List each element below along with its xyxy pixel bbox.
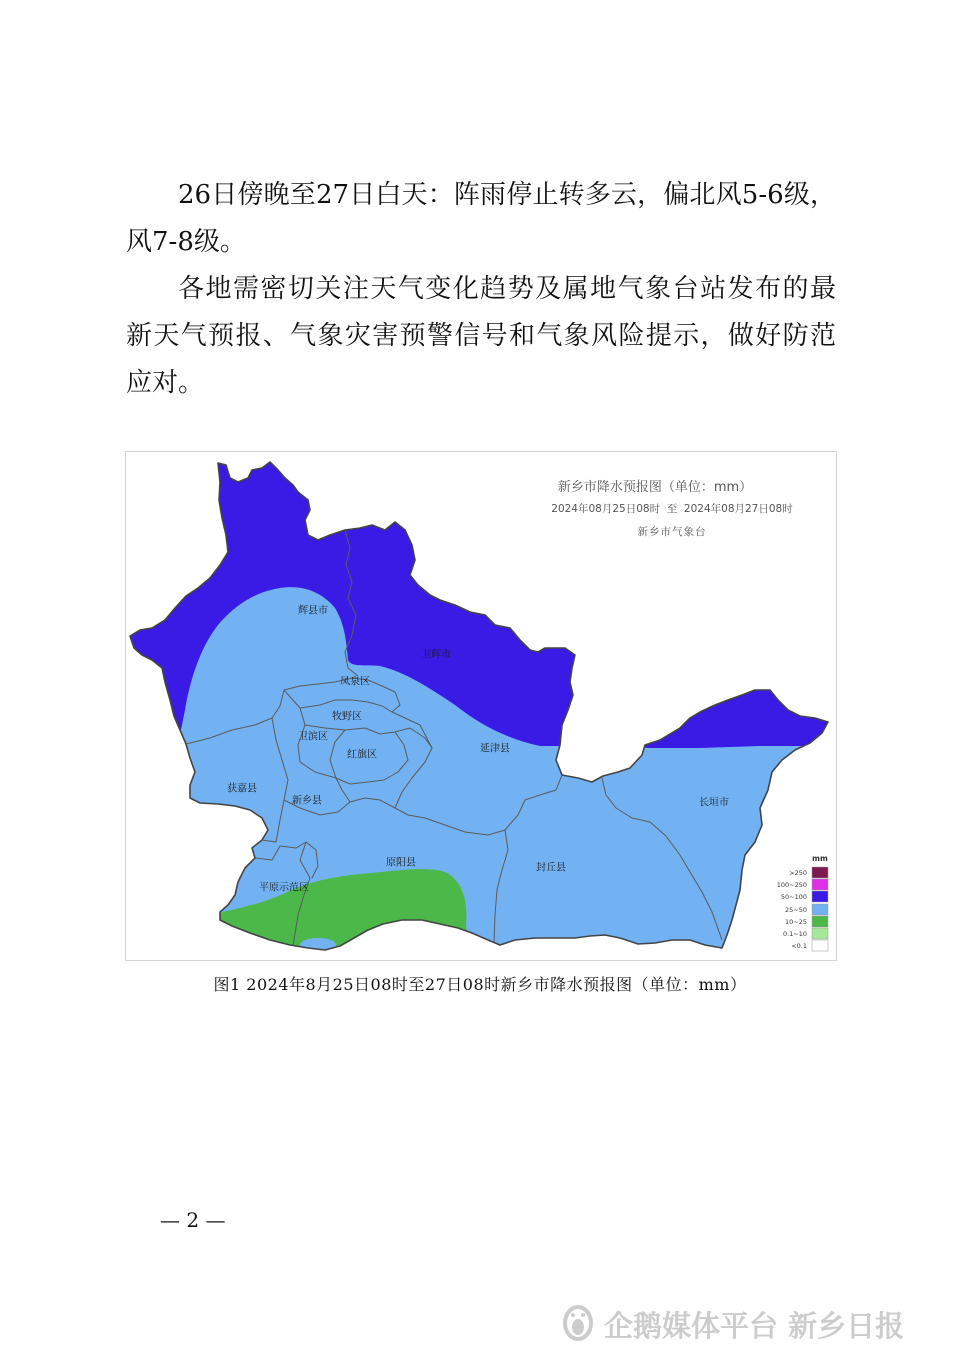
region-label-fengqiu: 封丘县	[536, 862, 566, 874]
region-label-pingyuan: 平原示范区	[259, 882, 309, 894]
legend-swatch	[812, 867, 828, 878]
legend-label: <0.1	[791, 942, 807, 950]
watermark	[560, 1302, 904, 1346]
legend-swatch	[812, 879, 828, 890]
legend-swatch	[812, 904, 828, 915]
precipitation-map-figure	[125, 451, 837, 961]
legend-swatch	[812, 891, 828, 902]
body-text	[126, 172, 836, 407]
region-label-huixian: 辉县市	[298, 605, 328, 617]
legend-label: >250	[789, 869, 807, 877]
paragraph-line: 应对。	[126, 368, 205, 398]
region-label-xinxiang-county: 新乡县	[292, 795, 322, 807]
paragraph-line: 26日傍晚至27日白天：阵雨停止转多云，偏北风5-6级，	[178, 180, 836, 210]
legend-unit: mm	[812, 854, 828, 863]
legend-swatch	[812, 916, 828, 927]
region-label-weibin: 卫滨区	[298, 731, 328, 743]
legend-label: 50~100	[780, 893, 807, 901]
legend-label: 0.1~10	[782, 930, 807, 938]
map-period: 2024年08月25日08时 至 2024年08月27日08时	[551, 503, 793, 515]
precipitation-map	[125, 451, 837, 961]
figure-caption: 图1 2024年8月25日08时至27日08时新乡市降水预报图（单位：mm）	[213, 975, 747, 994]
paragraph-wind-forecast	[126, 172, 836, 266]
legend-label: 100~250	[776, 881, 807, 889]
legend-label: 10~25	[785, 918, 807, 926]
legend-item	[781, 891, 828, 902]
penguin-logo-icon	[560, 1301, 596, 1348]
region-label-yanjin: 延津县	[480, 743, 510, 755]
watermark-text: 企鹅媒体平台 新乡日报	[604, 1308, 905, 1343]
paragraph-line: 各地需密切关注天气变化趋势及属地气象台站发布的最	[178, 274, 836, 304]
region-label-huojia: 获嘉县	[227, 783, 257, 795]
legend-swatch	[812, 940, 828, 951]
paragraph-line: 风7-8级。	[126, 227, 246, 257]
region-label-muye: 牧野区	[332, 711, 362, 723]
legend-item	[777, 879, 828, 890]
legend-swatch	[812, 928, 828, 939]
legend-item	[785, 916, 828, 927]
legend-item	[783, 928, 828, 939]
legend-label: 25~50	[785, 906, 807, 914]
region-label-yuanyang: 原阳县	[386, 857, 416, 869]
region-label-changyuan: 长垣市	[699, 797, 729, 809]
region-label-hongqi: 红旗区	[347, 749, 377, 761]
region-label-weihui: 卫辉市	[421, 649, 451, 661]
region-label-fengquan: 凤泉区	[340, 676, 370, 688]
page-number: — 2 —	[160, 1208, 226, 1232]
map-issuer: 新乡市气象台	[637, 526, 707, 538]
map-title: 新乡市降水预报图（单位：mm）	[557, 480, 753, 495]
paragraph-advice	[126, 266, 836, 407]
legend-item	[785, 904, 828, 915]
paragraph-line: 新天气预报、气象灾害预警信号和气象风险提示，做好防范	[126, 321, 836, 351]
